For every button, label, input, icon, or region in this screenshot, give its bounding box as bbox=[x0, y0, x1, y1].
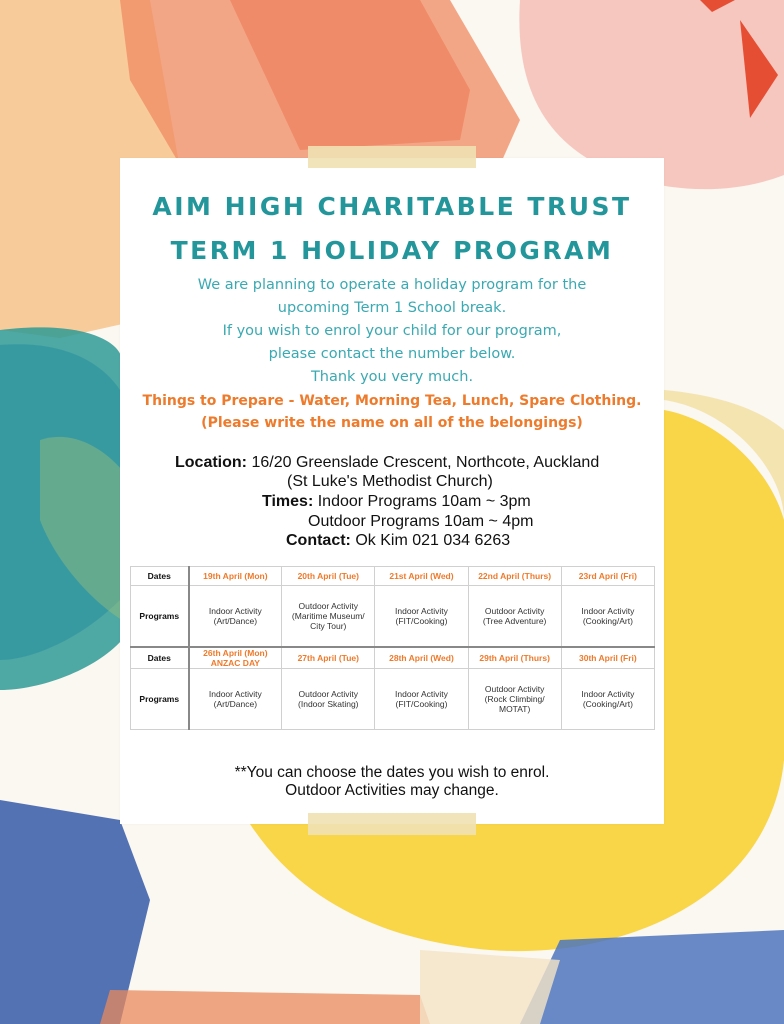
location-value: 16/20 Greenslade Crescent, Northcote, Auckland bbox=[251, 454, 600, 471]
date-cell: 23rd April (Fri) bbox=[561, 567, 654, 586]
times-indoor: Indoor Programs 10am ~ 3pm bbox=[317, 493, 531, 510]
program-line: Indoor Activity bbox=[581, 689, 635, 699]
program-cell bbox=[561, 586, 654, 648]
schedule-table bbox=[130, 566, 655, 730]
program-line: (Art/Dance) bbox=[213, 699, 258, 709]
things-to-prepare bbox=[120, 390, 664, 434]
program-line: (Cooking/Art) bbox=[582, 699, 633, 709]
intro-line: upcoming Term 1 School break. bbox=[277, 300, 507, 316]
program-line: (Tree Adventure) bbox=[482, 616, 547, 626]
intro-line: We are planning to operate a holiday program for the bbox=[197, 277, 587, 293]
location-sub: (St Luke's Methodist Church) bbox=[287, 473, 493, 490]
title-line-1: AIM HIGH CHARITABLE TRUST bbox=[152, 192, 632, 221]
program-cell bbox=[468, 586, 561, 648]
date-line: 26th April (Mon) bbox=[203, 648, 268, 658]
program-line: Indoor Activity bbox=[208, 689, 262, 699]
program-line: (Indoor Skating) bbox=[298, 699, 359, 709]
program-line: Outdoor Activity bbox=[484, 684, 545, 694]
date-cell: 30th April (Fri) bbox=[561, 647, 654, 669]
program-cell bbox=[189, 669, 282, 730]
table-row bbox=[131, 586, 655, 648]
date-cell: 19th April (Mon) bbox=[189, 567, 282, 586]
intro-text bbox=[120, 274, 664, 389]
footer-line: Outdoor Activities may change. bbox=[285, 782, 499, 799]
orange-bottom-shape bbox=[100, 990, 430, 1024]
tape-bottom bbox=[308, 813, 476, 835]
program-cell bbox=[282, 669, 375, 730]
program-cell bbox=[468, 669, 561, 730]
title-line-2: TERM 1 HOLIDAY PROGRAM bbox=[170, 236, 614, 265]
footer-line: **You can choose the dates you wish to enrol. bbox=[234, 764, 550, 781]
program-line: MOTAT) bbox=[498, 704, 531, 714]
dates-header-cell: Dates bbox=[131, 567, 189, 586]
times-outdoor: Outdoor Programs 10am ~ 4pm bbox=[308, 513, 534, 530]
blue-bottom-right-shape bbox=[520, 930, 784, 1024]
contact-line bbox=[286, 532, 510, 550]
program-line: (Maritime Museum/ bbox=[291, 611, 365, 621]
program-line: Indoor Activity bbox=[395, 606, 448, 616]
program-line: (FIT/Cooking) bbox=[395, 616, 448, 626]
date-cell: 29th April (Thurs) bbox=[468, 647, 561, 669]
date-cell: 21st April (Wed) bbox=[375, 567, 468, 586]
intro-line: If you wish to enrol your child for our program, bbox=[222, 323, 562, 339]
times-label: Times: bbox=[262, 493, 314, 510]
program-line: (Rock Climbing/ bbox=[484, 694, 545, 704]
program-line: Indoor Activity bbox=[208, 606, 262, 616]
program-line: Outdoor Activity bbox=[484, 606, 545, 616]
program-cell bbox=[375, 669, 468, 730]
contact-value: Ok Kim 021 034 6263 bbox=[355, 532, 511, 549]
prepare-line: (Please write the name on all of the belongings) bbox=[201, 415, 583, 431]
program-line: Outdoor Activity bbox=[298, 689, 359, 699]
program-cell bbox=[189, 586, 282, 648]
date-cell: 22nd April (Thurs) bbox=[468, 567, 561, 586]
footer-note bbox=[120, 764, 664, 800]
program-cell bbox=[282, 586, 375, 648]
table-row bbox=[131, 669, 655, 730]
programs-header-cell: Programs bbox=[131, 586, 189, 648]
dates-header-cell: Dates bbox=[131, 647, 189, 669]
location-label: Location: bbox=[175, 454, 247, 471]
table-row bbox=[131, 567, 655, 586]
program-line: (Art/Dance) bbox=[213, 616, 258, 626]
sand-bottom-shape bbox=[420, 950, 560, 1024]
intro-line: please contact the number below. bbox=[268, 346, 516, 362]
date-cell: 20th April (Tue) bbox=[282, 567, 375, 586]
times-line bbox=[262, 493, 531, 511]
date-cell: 28th April (Wed) bbox=[375, 647, 468, 669]
table-row bbox=[131, 647, 655, 669]
program-line: City Tour) bbox=[310, 621, 347, 631]
program-line: Indoor Activity bbox=[581, 606, 635, 616]
holiday-label: ANZAC DAY bbox=[210, 658, 260, 668]
contact-label: Contact: bbox=[286, 532, 351, 549]
prepare-line: Things to Prepare - Water, Morning Tea, Lunch, Spare Clothing. bbox=[142, 393, 642, 409]
program-line: Outdoor Activity bbox=[298, 601, 359, 611]
date-cell: 27th April (Tue) bbox=[282, 647, 375, 669]
program-cell bbox=[375, 586, 468, 648]
program-cell bbox=[561, 669, 654, 730]
flyer-card bbox=[120, 158, 664, 824]
intro-line: Thank you very much. bbox=[310, 369, 474, 385]
location-line bbox=[175, 454, 599, 472]
date-cell bbox=[189, 647, 282, 669]
programs-header-cell: Programs bbox=[131, 669, 189, 730]
program-line: (Cooking/Art) bbox=[582, 616, 633, 626]
tape-top bbox=[308, 146, 476, 168]
program-line: (FIT/Cooking) bbox=[395, 699, 448, 709]
program-line: Indoor Activity bbox=[395, 689, 448, 699]
